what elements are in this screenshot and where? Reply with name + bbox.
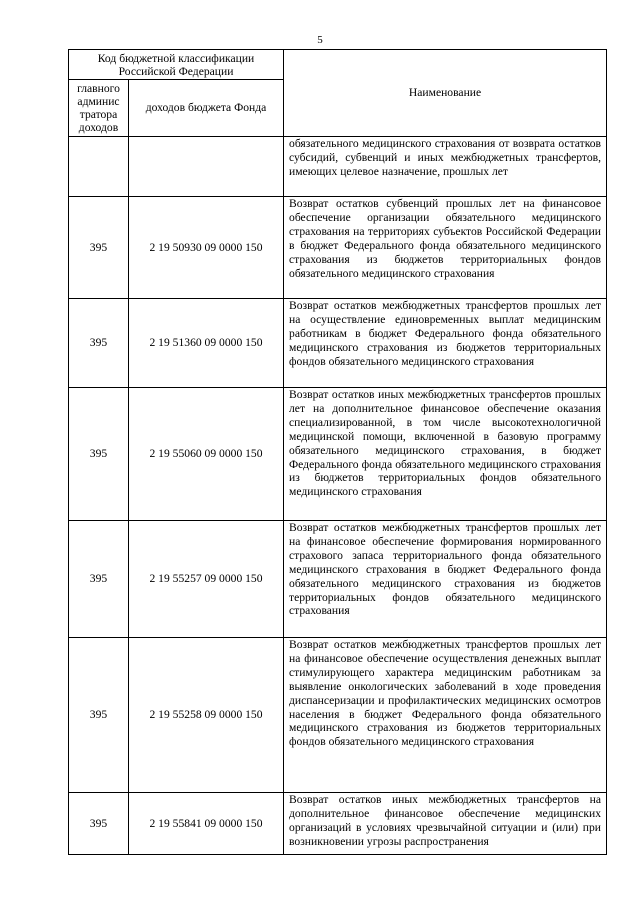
income-code-cell: 2 19 55060 09 0000 150 (129, 388, 284, 521)
income-code-cell (129, 137, 284, 197)
table-row (69, 388, 607, 521)
name-cell: Возврат остатков межбюджетных трансфертов прошлых лет на финансовое обеспечение формирования нормированного страхового запаса территориального фонда обязательного медицинского страхования в бюджет Федерального фонда обязательного медицинского страхования из бюджетов территориальных фондов обязательного медицинского страхования (284, 521, 607, 638)
table-row (69, 299, 607, 388)
admin-code-cell: 395 (69, 793, 129, 855)
table-row (69, 197, 607, 299)
admin-code-cell (69, 137, 129, 197)
income-code-cell: 2 19 55258 09 0000 150 (129, 638, 284, 793)
page-number: 5 (317, 34, 323, 46)
table-row (69, 638, 607, 793)
header-budget-classification: Код бюджетной классификации Российской Федерации (69, 50, 284, 80)
table-row (69, 793, 607, 855)
income-code-cell: 2 19 55257 09 0000 150 (129, 521, 284, 638)
income-code-cell: 2 19 51360 09 0000 150 (129, 299, 284, 388)
table-row (69, 521, 607, 638)
name-cell: Возврат остатков иных межбюджетных трансфертов на дополнительное финансовое обеспечение медицинских организаций в условиях чрезвычайной ситуации и (или) при возникновении угрозы распространения (284, 793, 607, 855)
name-cell: обязательного медицинского страхования от возврата остатков субсидий, субвенций и иных межбюджетных трансфертов, имеющих целевое назначение, прошлых лет (284, 137, 607, 197)
name-cell: Возврат остатков субвенций прошлых лет на финансовое обеспечение организации обязательного медицинского страхования на территориях субъектов Российской Федерации в бюджет Федерального фонда обязательного медицинского страхования из бюджетов территориальных фондов обязательного медицинского страхования (284, 197, 607, 299)
income-code-cell: 2 19 50930 09 0000 150 (129, 197, 284, 299)
income-code-cell: 2 19 55841 09 0000 150 (129, 793, 284, 855)
header-name: Наименование (284, 50, 607, 137)
admin-code-cell: 395 (69, 197, 129, 299)
name-cell: Возврат остатков межбюджетных трансфертов прошлых лет на финансовое обеспечение осуществления денежных выплат стимулирующего характера медицинским работникам за выявление онкологических заболеваний в ходе проведения диспансеризации и профилактических медицинских осмотров населения в бюджет Федерального фонда обязательного медицинского страхования из бюджетов территориальных фондов обязательного медицинского страхования (284, 638, 607, 793)
admin-code-cell: 395 (69, 638, 129, 793)
admin-code-cell: 395 (69, 388, 129, 521)
admin-code-cell: 395 (69, 521, 129, 638)
admin-code-cell: 395 (69, 299, 129, 388)
name-cell: Возврат остатков иных межбюджетных трансфертов прошлых лет на дополнительное финансовое обеспечение оказания специализированной, в том числе высокотехнологичной медицинской помощи, включенной в базовую программу обязательного медицинского страхования, в бюджет Федерального фонда обязательного медицинского страхования из бюджетов территориальных фондов обязательного медицинского страхования (284, 388, 607, 521)
header-main-administrator: главного админис тратора доходов (69, 80, 129, 137)
table-row (69, 137, 607, 197)
header-fund-income: доходов бюджета Фонда (129, 80, 284, 137)
name-cell: Возврат остатков межбюджетных трансфертов прошлых лет на осуществление единовременных выплат медицинским работникам в бюджет Федерального фонда обязательного медицинского страхования из бюджетов территориальных фондов обязательного медицинского страхования (284, 299, 607, 388)
budget-classification-table (68, 49, 607, 855)
